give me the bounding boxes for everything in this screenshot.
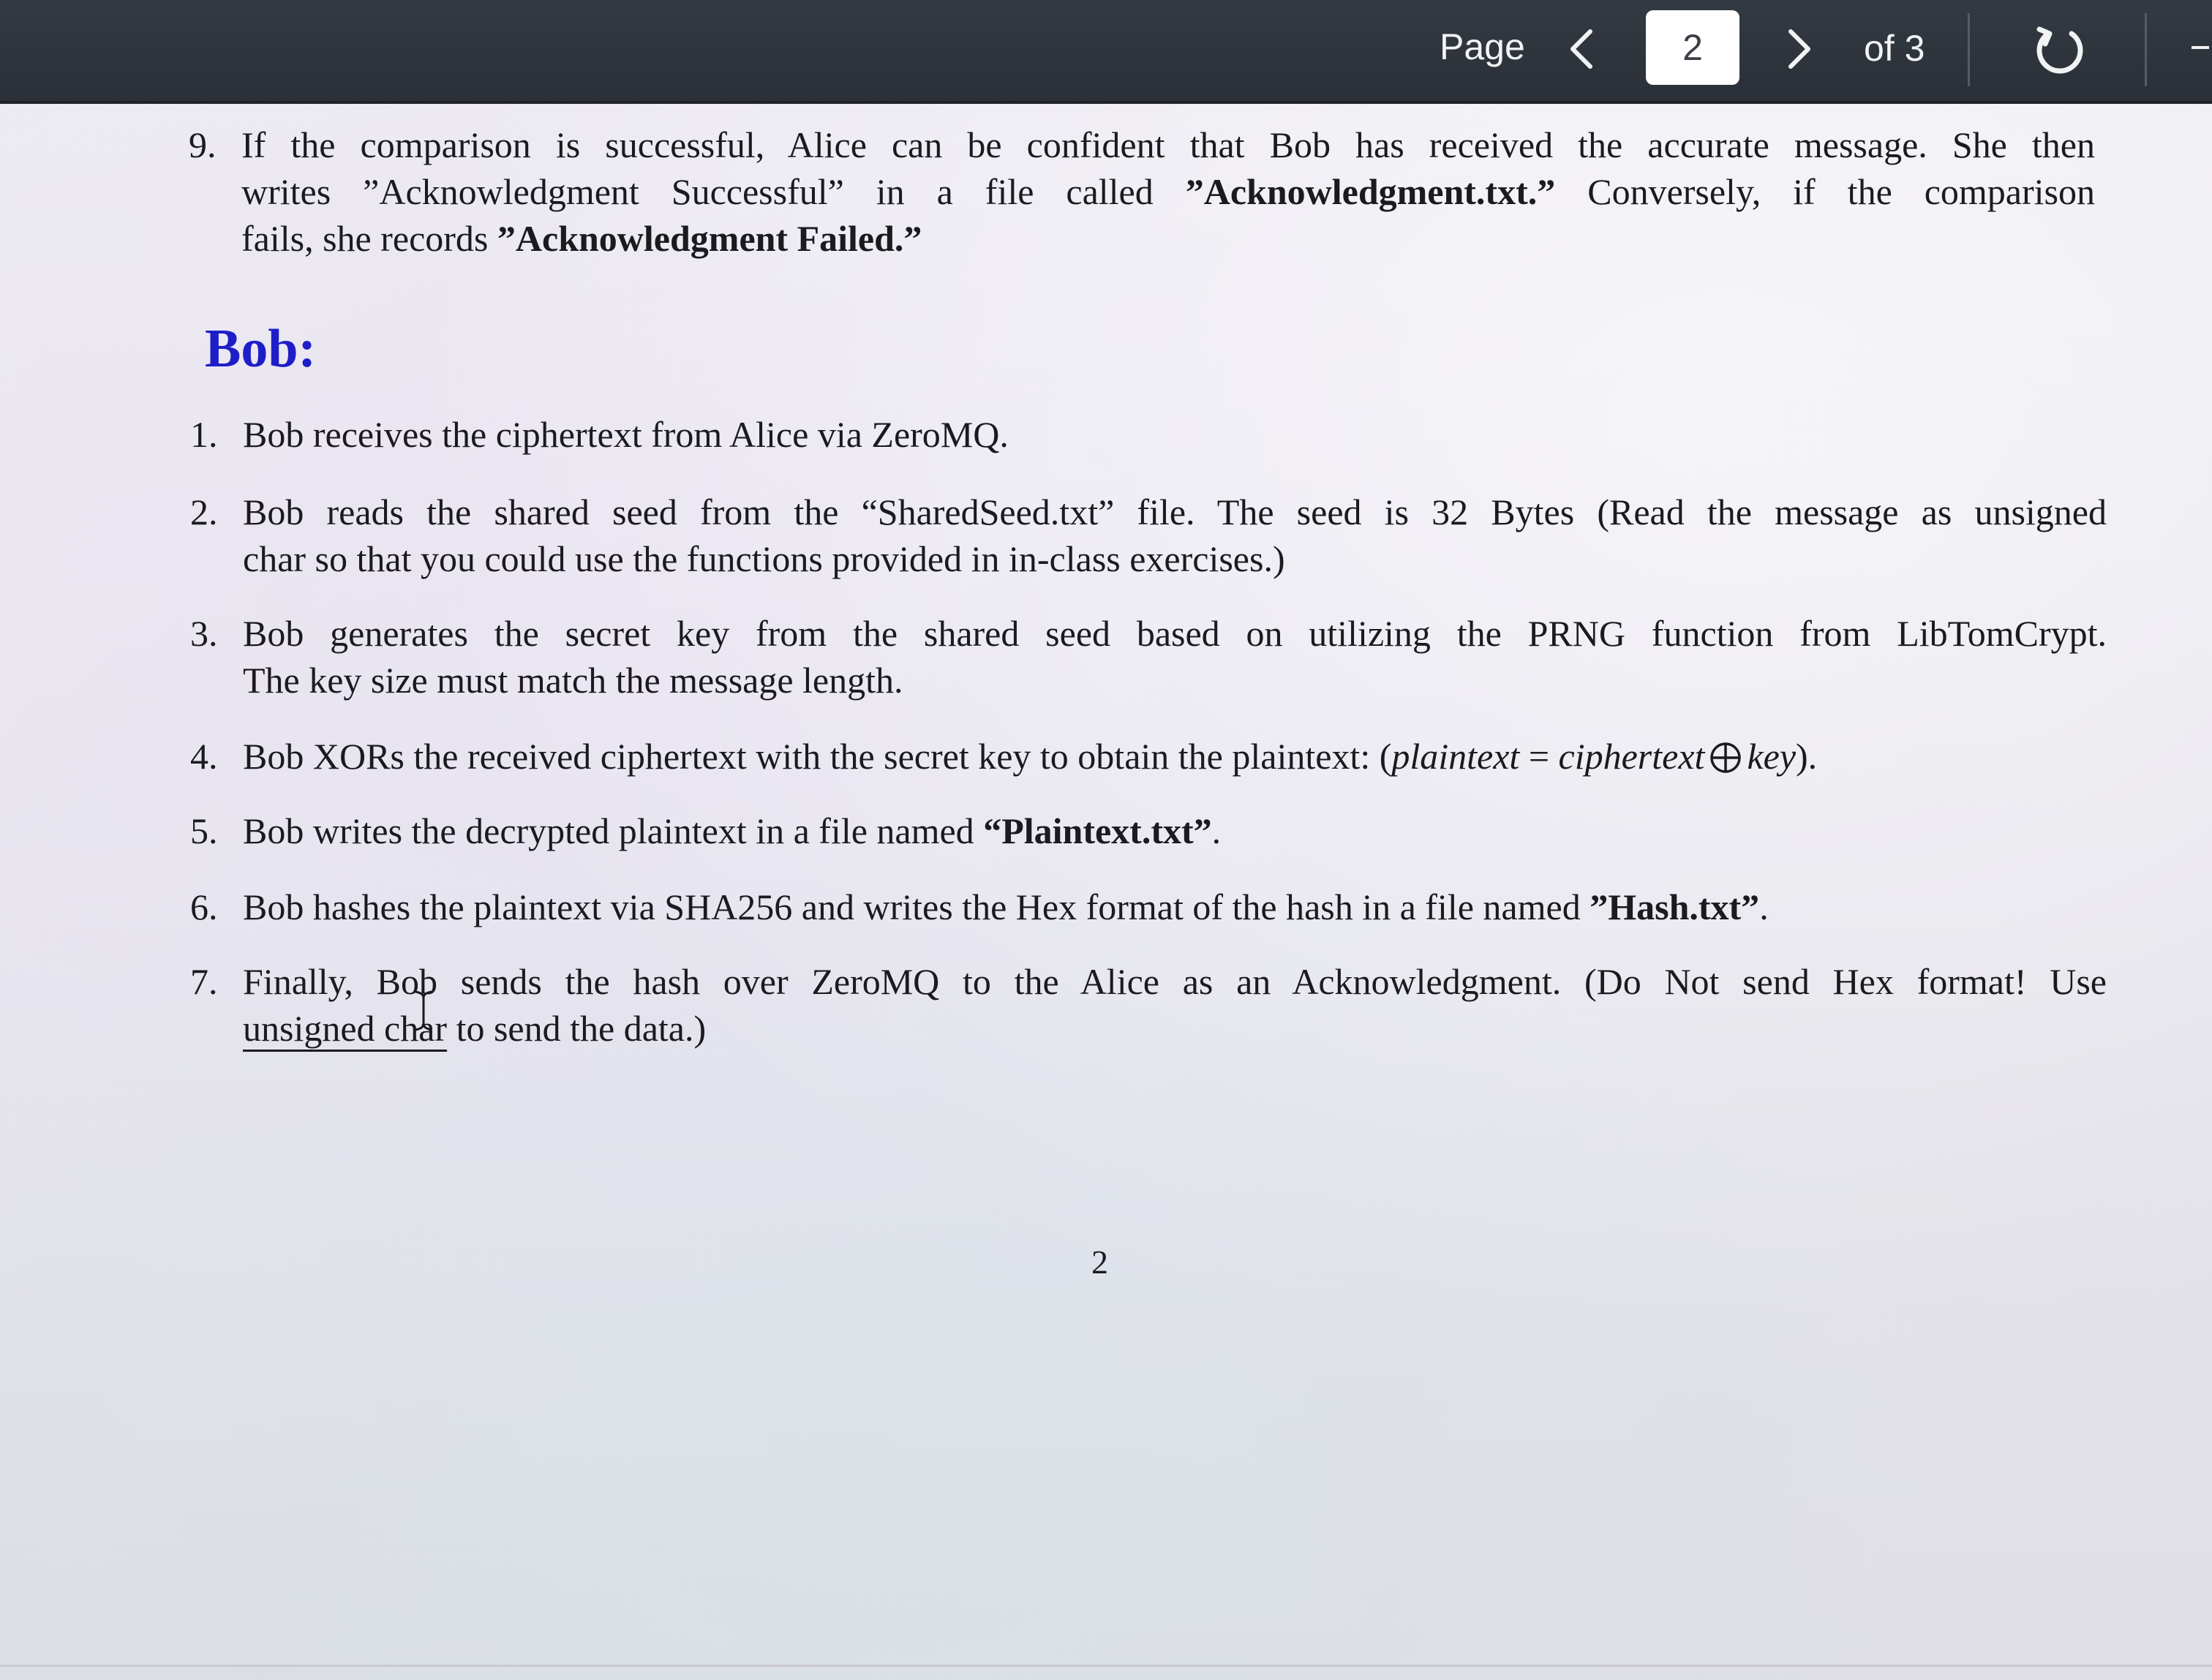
underlined-term: unsigned char (243, 1008, 448, 1049)
next-page-button[interactable] (1770, 16, 1829, 82)
toolbar-divider (2145, 13, 2147, 86)
list-item-number: 2. (190, 491, 218, 532)
list-item (190, 807, 2107, 854)
list-item-number: 1. (190, 414, 218, 455)
page-count-label: of 3 (1864, 28, 1925, 69)
xor-oplus-icon (1709, 741, 1742, 775)
list-item (190, 411, 2107, 458)
text-fragment: . (1211, 810, 1222, 851)
list-item-text (243, 733, 2107, 780)
file-name: ”Hash.txt” (1590, 886, 1760, 927)
list-item-number: 3. (190, 613, 218, 654)
list-item (190, 733, 2107, 780)
text-fragment: ). (1796, 736, 1818, 777)
text-fragment: Bob writes the decrypted plaintext in a file named (243, 810, 984, 851)
list-item-text (243, 958, 2107, 1052)
text-fragment: Bob hashes the plaintext via SHA256 and writes the Hex format of the hash in a file named (243, 886, 1590, 927)
text-line: Bob reads the shared seed from the “SharedSeed.txt” file. The seed is 32 Bytes (Read the message as unsigned (243, 491, 2107, 532)
page-number: 2 (1091, 1243, 1108, 1281)
formula-key: key (1747, 736, 1797, 777)
failed-status-text: ”Acknowledgment Failed.” (497, 218, 922, 259)
formula-ciphertext: ciphertext (1558, 736, 1705, 777)
file-name: ”Acknowledgment.txt.” (1185, 171, 1556, 212)
list-item (190, 610, 2107, 704)
text-line: char so that you could use the functions provided in in-class exercises.) (243, 538, 1285, 579)
text-fragment: Bob XORs the received ciphertext with the secret key to obtain the plaintext: ( (243, 736, 1392, 777)
list-item-number: 4. (190, 736, 218, 777)
list-item (190, 884, 2107, 930)
text-fragment: to send the data.) (447, 1008, 707, 1049)
text-line (241, 168, 2095, 215)
more-options-button[interactable] (2187, 37, 2209, 59)
text-fragment: writes ”Acknowledgment Successful” in a file called (241, 171, 1186, 212)
list-item-text (243, 411, 2107, 458)
text-line: Bob receives the ciphertext from Alice via ZeroMQ. (243, 414, 1009, 455)
list-item-number: 6. (190, 886, 218, 927)
file-name: “Plaintext.txt” (983, 810, 1212, 851)
rotate-button[interactable] (2023, 15, 2096, 88)
formula-equals: = (1519, 736, 1559, 777)
list-item (190, 489, 2107, 582)
text-line (243, 733, 2107, 780)
text-fragment: . (1759, 886, 1769, 927)
pdf-toolbar (0, 0, 2212, 104)
formula-plaintext: plaintext (1391, 736, 1520, 777)
text-line: Finally, Bob sends the hash over ZeroMQ to the Alice as an Acknowledgment. (Do Not send Hex format! Use (243, 961, 2107, 1002)
document-page (0, 104, 2212, 1680)
list-item (189, 121, 2095, 262)
list-item-number: 7. (190, 961, 218, 1002)
page-number-input[interactable] (1646, 10, 1739, 85)
page-label: Page (1440, 26, 1525, 67)
page-edge (0, 1665, 2212, 1667)
list-item-text (243, 884, 2107, 930)
list-item-text (243, 489, 2107, 582)
list-item-text (243, 807, 2107, 854)
list-item-text (241, 121, 2095, 262)
text-cursor-icon (413, 989, 434, 1033)
list-item-number: 5. (190, 810, 218, 851)
text-line (241, 215, 2095, 262)
text-line (243, 884, 2107, 930)
text-line: If the comparison is successful, Alice can be confident that Bob has received the accurate message. She then (241, 124, 2095, 165)
list-item-text (243, 610, 2107, 704)
chevron-right-icon (1785, 27, 1814, 71)
rotate-icon (2032, 23, 2088, 79)
text-line: Bob generates the secret key from the shared seed based on utilizing the PRNG function from LibTomCrypt. (243, 613, 2107, 654)
list-item (190, 958, 2107, 1052)
more-icon (2187, 44, 2209, 51)
chevron-left-icon (1567, 27, 1596, 71)
text-line (243, 807, 2107, 854)
text-line (243, 1005, 2107, 1052)
text-fragment: Conversely, if the comparison (1555, 171, 2095, 212)
text-line: The key size must match the message length. (243, 660, 903, 701)
text-fragment: fails, she records (241, 218, 497, 259)
list-item-number: 9. (189, 124, 217, 165)
section-heading-bob: Bob: (205, 319, 317, 379)
toolbar-divider (1968, 13, 1970, 86)
previous-page-button[interactable] (1552, 16, 1611, 82)
